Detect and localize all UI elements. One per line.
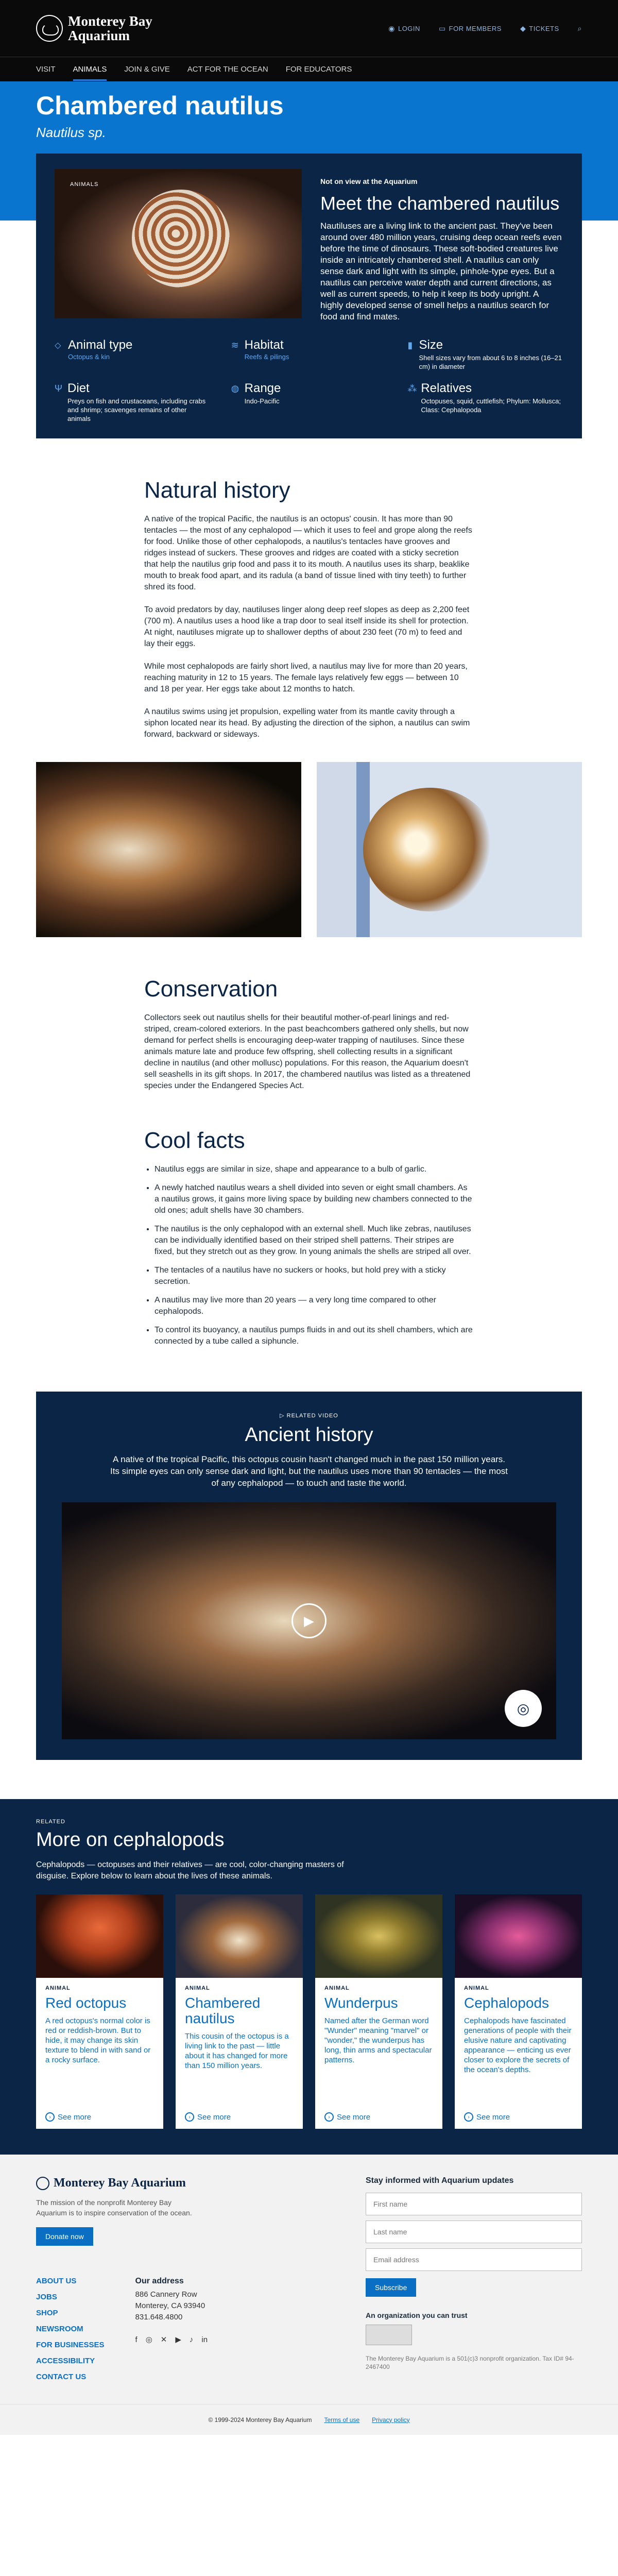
- nav-act-for-ocean[interactable]: ACT FOR THE OCEAN: [187, 65, 268, 74]
- intro-heading: Meet the chambered nautilus: [320, 193, 560, 214]
- natural-history-title: Natural history: [144, 478, 290, 503]
- footer-link-jobs[interactable]: JOBS: [36, 2293, 57, 2301]
- video-title: Ancient history: [245, 1424, 373, 1446]
- related-card-chambered-nautilus[interactable]: ANIMAL Chambered nautilus This cousin of the octopus is a living link to the past — little about it has changed for more than 150 million years. › See more: [176, 1894, 303, 2129]
- hero-image: [55, 169, 302, 318]
- card-image: [36, 1894, 163, 1978]
- natural-history-section: [144, 438, 474, 740]
- see-more-link[interactable]: › See more: [45, 2112, 154, 2122]
- logo-mark-icon: [36, 15, 63, 42]
- video-player[interactable]: [62, 1502, 556, 1739]
- linkedin-icon[interactable]: in: [201, 2335, 208, 2344]
- cool-facts-list: [144, 1164, 474, 1347]
- arrow-icon: ›: [324, 2112, 334, 2122]
- related-card-wunderpus[interactable]: ANIMAL Wunderpus Named after the German word "Wunder" meaning "marvel" or "wonder," the wunderpus has long, thin arms and spectacular patterns. › See more: [315, 1894, 442, 2129]
- nav-join-give[interactable]: JOIN & GIVE: [124, 65, 170, 74]
- subscribe-button[interactable]: Subscribe: [366, 2278, 416, 2297]
- footer-logo[interactable]: Monterey Bay Aquarium: [36, 2176, 324, 2190]
- user-icon: ◉: [388, 24, 395, 32]
- cool-facts-title: Cool facts: [144, 1128, 245, 1153]
- mission-text: The mission of the nonprofit Monterey Bay Aquarium is to inspire conservation of the ocean.: [36, 2198, 192, 2217]
- fact-relatives: ⁂ Relatives Octopuses, squid, cuttlefish; Phylum: Mollusca; Class: Cephalopoda: [407, 381, 563, 423]
- footer-bottom: [0, 2404, 618, 2435]
- page-title: Chambered nautilus: [36, 91, 284, 120]
- conservation-section: [144, 937, 474, 1092]
- related-video: [36, 1392, 582, 1760]
- tiktok-icon[interactable]: ♪: [189, 2335, 194, 2344]
- nautilus-photo-tank: [317, 762, 582, 937]
- related-title: More on cephalopods: [36, 1829, 225, 1851]
- footer-link-about[interactable]: ABOUT US: [36, 2277, 77, 2285]
- last-name-field[interactable]: Last name: [366, 2221, 582, 2243]
- nav-visit[interactable]: VISIT: [36, 65, 56, 74]
- intro-text: Nautiluses are a living link to the ancient past. They've been around over 480 million years, cruising deep ocean reefs even before the time of dinosaurs. These soft-bodied creatures live inside an intricately chambered shell. A nautilus can only sense dark and light with its simple, pinhole-type eyes. But a nautilus can perceive water depth and current directions, as well as current speeds, to help it keep its body upright. A highly developed sense of smell helps a nautilus search for food and find mates.: [320, 221, 562, 321]
- site-logo[interactable]: [36, 14, 152, 43]
- nautilus-photo-closeup: [36, 762, 301, 937]
- footer-link-shop[interactable]: SHOP: [36, 2309, 58, 2317]
- fact-habitat: ≋ Habitat Reefs & pilings: [231, 338, 387, 371]
- ticket-icon: ◆: [520, 24, 526, 32]
- globe-icon: ◍: [231, 383, 239, 394]
- aquarium-logo-icon: ◎: [505, 1690, 542, 1727]
- newsletter-signup: Stay informed with Aquarium updates First name Last name Email address Subscribe An organization you can trust The Monterey Bay Aquarium is a 501(c)3 nonprofit organization. Tax ID# 94-2467400: [366, 2176, 582, 2388]
- see-more-link[interactable]: › See more: [185, 2112, 294, 2122]
- instagram-icon[interactable]: ◎: [145, 2335, 152, 2344]
- main-nav: [0, 57, 618, 81]
- animal-type-link[interactable]: Octopus & kin: [68, 353, 110, 361]
- login-link[interactable]: ◉ LOGIN: [388, 24, 420, 32]
- list-item: • To control its buoyancy, a nautilus pumps fluids in and out its shell chambers, which are connected by a tube called a siphuncle.: [154, 1325, 474, 1347]
- image-tag: ANIMALS: [70, 181, 99, 188]
- habitat-link[interactable]: Reefs & pilings: [244, 353, 289, 361]
- related-cards: [36, 1894, 582, 2129]
- member-card-icon: ▭: [438, 24, 446, 32]
- fact-range: ◍ Range Indo-Pacific: [231, 381, 387, 423]
- site-footer: [0, 2155, 618, 2404]
- footer-address: Our address 886 Cannery Row Monterey, CA 93940 831.648.4800 f ◎ ✕ ▶ ♪ in: [135, 2277, 208, 2388]
- card-image: [315, 1894, 442, 1978]
- related-section: [0, 1799, 618, 2155]
- trust-heading: An organization you can trust: [366, 2311, 468, 2319]
- fork-icon: Ψ: [55, 383, 63, 394]
- arrow-icon: ›: [464, 2112, 473, 2122]
- conservation-title: Conservation: [144, 976, 278, 1002]
- legal-text: The Monterey Bay Aquarium is a 501(c)3 nonprofit organization. Tax ID# 94-2467400: [366, 2355, 574, 2370]
- search-icon: ⌕: [577, 24, 582, 32]
- scientific-name: Nautilus sp.: [36, 125, 106, 140]
- first-name-field[interactable]: First name: [366, 2193, 582, 2215]
- charity-badge[interactable]: [366, 2325, 412, 2345]
- footer-links: [36, 2277, 105, 2388]
- see-more-link[interactable]: › See more: [464, 2112, 573, 2122]
- footer-link-contact[interactable]: CONTACT US: [36, 2372, 87, 2381]
- related-intro: Cephalopods — octopuses and their relatives — are cool, color-changing masters of disguise. Explore below to learn about the lives of these animals.: [36, 1860, 344, 1880]
- logo-mark-icon: [36, 2177, 49, 2190]
- cool-facts-section: [144, 1103, 474, 1347]
- fact-grid: [55, 338, 563, 423]
- natural-history-p4: A nautilus swims using jet propulsion, expelling water from its mantle cavity through a siphon located near its head. By adjusting the direction of the siphon, a nautilus can swim forward, backward or sideways.: [144, 707, 470, 739]
- donate-button[interactable]: Donate now: [36, 2227, 93, 2246]
- habitat-icon: ≋: [231, 340, 239, 350]
- list-item: • The nautilus is the only cephalopod with an external shell. Much like zebras, nautiluses can be individually identified based on their striped shell patterns. Their stripes are fixed, but they stretch out as they grow. In young animals the shells are striped all over.: [154, 1224, 474, 1258]
- related-kicker: RELATED: [36, 1819, 65, 1825]
- related-card-cephalopods[interactable]: ANIMAL Cephalopods Cephalopods have fascinated generations of people with their elusive nature and captivating appearance — enticing us ever closer to explore the secrets of the ocean's depths. › See more: [455, 1894, 582, 2129]
- natural-history-p3: While most cephalopods are fairly short lived, a nautilus may live for more than 20 years, reaching maturity in 12 to 15 years. The female lays relatively few eggs — between 10 and 18 per year. Her eggs take about 12 months to hatch.: [144, 662, 468, 693]
- youtube-icon[interactable]: ▶: [175, 2335, 181, 2344]
- logo-line-2: Aquarium: [68, 28, 130, 43]
- list-item: • A newly hatched nautilus wears a shell divided into seven or eight small chambers. As a nautilus grows, it gains more living space by building new chambers connected to the old ones; adult shells have 30 chambers.: [154, 1182, 474, 1216]
- see-more-link[interactable]: › See more: [324, 2112, 433, 2122]
- utility-nav: [388, 24, 582, 33]
- nav-educators[interactable]: FOR EDUCATORS: [285, 65, 352, 74]
- relatives-icon: ⁂: [407, 383, 417, 394]
- copyright: © 1999-2024 Monterey Bay Aquarium: [208, 2416, 312, 2424]
- tag-icon: ⬦: [55, 340, 61, 350]
- social-links: [135, 2334, 208, 2346]
- video-description: A native of the tropical Pacific, this octopus cousin hasn't changed much in the past 150 million years. Its simple eyes can only sense dark and light, but the nautilus uses more than 90 tentacles — the most of any cephalopod — to touch and taste the world.: [110, 1454, 508, 1488]
- list-item: • A nautilus may live more than 20 years — a very long time compared to other cephalopods.: [154, 1295, 474, 1317]
- facebook-icon[interactable]: f: [135, 2335, 138, 2344]
- arrow-icon: ›: [185, 2112, 194, 2122]
- privacy-link[interactable]: Privacy policy: [372, 2416, 410, 2424]
- play-icon[interactable]: ▶: [291, 1603, 327, 1638]
- intro-card: [36, 154, 582, 438]
- email-field[interactable]: Email address: [366, 2248, 582, 2271]
- logo-line-1: Monterey Bay: [68, 13, 152, 29]
- conservation-text: Collectors seek out nautilus shells for their beautiful mother-of-pearl linings and red-striped, cream-colored exteriors. In the past beachcombers gathered only shells, but now demand for perfect shells is encouraging deep-water trapping of nautiluses. Since these animals mature late and produce few offspring, shell collecting results in a significant decline in nautilus (and other mollusc) populations. For this reason, the Aquarium doesn't sell seashells in its gift shops. In 2017, the chambered nautilus was listed as a threatened species under the Endangered Species Act.: [144, 1013, 471, 1090]
- card-image: [455, 1894, 582, 1978]
- phone-number[interactable]: 831.648.4800: [135, 2313, 183, 2321]
- photo-pair: [36, 762, 582, 937]
- card-image: [176, 1894, 303, 1978]
- members-link[interactable]: ▭ FOR MEMBERS: [438, 24, 502, 32]
- ruler-icon: ▮: [407, 340, 413, 350]
- list-item: • Nautilus eggs are similar in size, shape and appearance to a bulb of garlic.: [154, 1164, 474, 1175]
- fact-size: ▮ Size Shell sizes vary from about 6 to 8 inches (16–21 cm) in diameter: [407, 338, 562, 370]
- x-icon[interactable]: ✕: [160, 2335, 167, 2344]
- video-kicker: ▷ RELATED VIDEO: [280, 1413, 338, 1419]
- footer-link-newsroom[interactable]: NEWSROOM: [36, 2325, 83, 2333]
- natural-history-p2: To avoid predators by day, nautiluses linger along deep reef slopes as deep as 2,200 feet (700 m). A nautilus uses a hood like a trap door to seal itself inside its shell for protection. At night, nautiluses migrate up to shallower depths of about 230 feet (70 m) to feed and lay their eggs.: [144, 605, 470, 648]
- footer-link-accessibility[interactable]: ACCESSIBILITY: [36, 2357, 95, 2365]
- terms-link[interactable]: Terms of use: [324, 2416, 360, 2424]
- tickets-link[interactable]: ◆ TICKETS: [520, 24, 559, 32]
- related-card-red-octopus[interactable]: ANIMAL Red octopus A red octopus's normal color is red or reddish-brown. But to hide, it may change its skin texture to blend in with sand or a rocky surface. › See more: [36, 1894, 163, 2129]
- arrow-icon: ›: [45, 2112, 55, 2122]
- nav-animals[interactable]: ANIMALS: [73, 65, 107, 81]
- on-view-status: Not on view at the Aquarium: [320, 177, 418, 185]
- fact-diet: Ψ Diet Preys on fish and crustaceans, including crabs and shrimp; scavenges remains of other animals: [55, 381, 206, 422]
- site-header: [0, 0, 618, 57]
- list-item: • The tentacles of a nautilus have no suckers or hooks, but hold prey with a sticky secretion.: [154, 1265, 474, 1287]
- fact-animal-type: ⬦ Animal type Octopus & kin: [55, 338, 211, 371]
- footer-link-businesses[interactable]: FOR BUSINESSES: [36, 2341, 105, 2349]
- search-button[interactable]: [578, 24, 582, 33]
- natural-history-p1: A native of the tropical Pacific, the nautilus is an octopus' cousin. It has more than 90 tentacles — the most of any cephalopod — which it uses to feel and grope along the reefs for food. Unlike those of other cephalopods, a nautilus's tentacles have grooves and ridges instead of suckers. These grooves and ridges are coated with a sticky secretion that help the nautilus grip food and pass it to its mouth. A nautilus uses its sharp, beaklike mouth to break food apart, and its radula (a band of tissue lined with tiny teeth) to further shred its food.: [144, 515, 472, 591]
